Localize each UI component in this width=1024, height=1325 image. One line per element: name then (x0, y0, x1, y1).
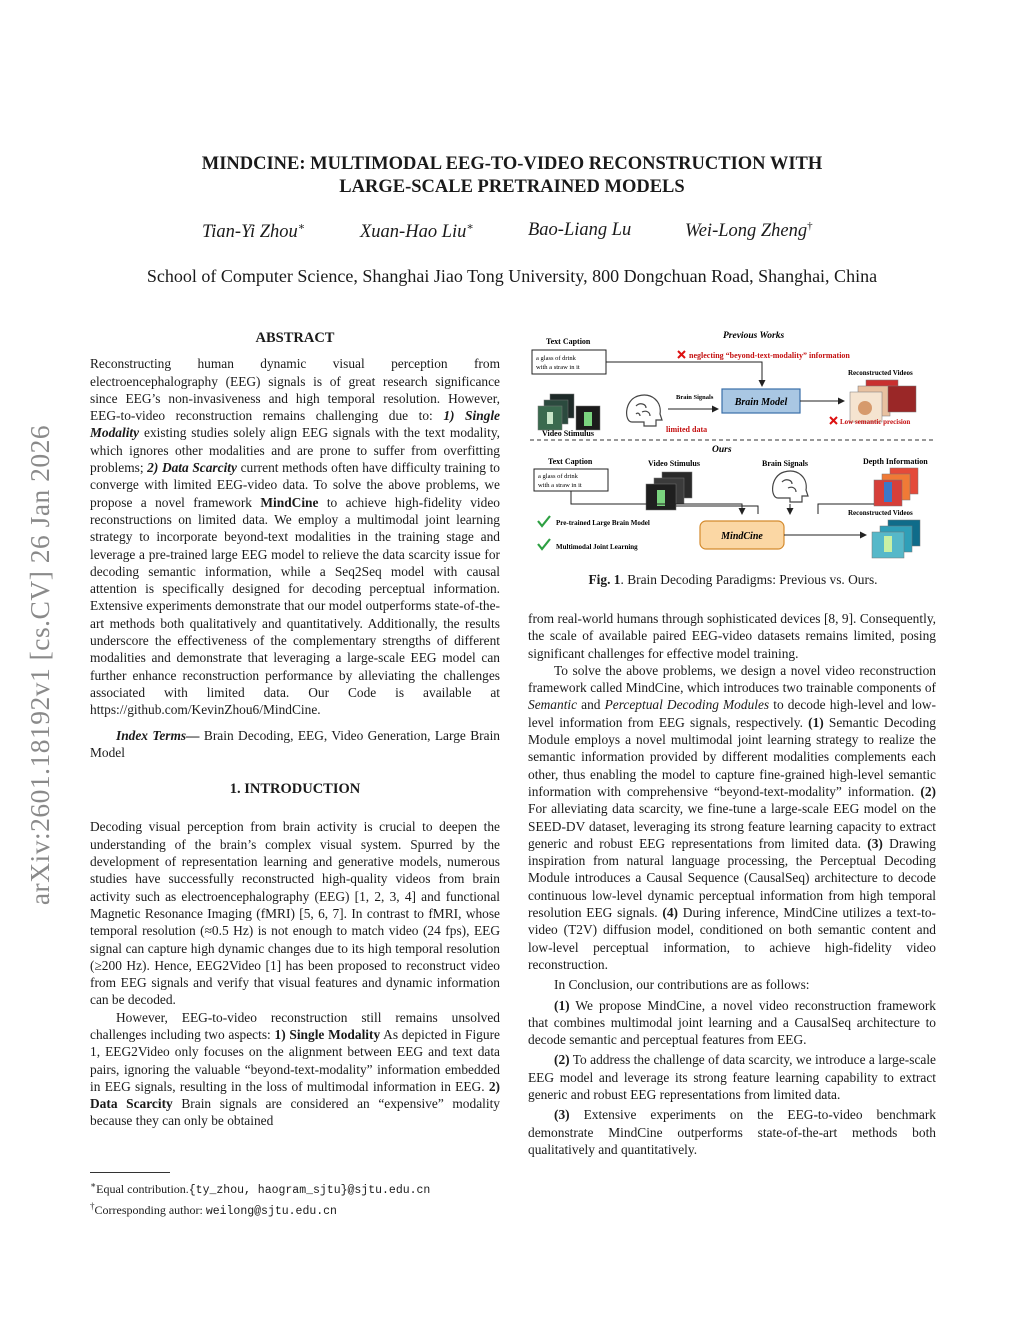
author-mark: † (807, 220, 813, 232)
pretrained-label: Pre-trained Large Brain Model (556, 519, 650, 527)
right-paragraph-1: from real-world humans through sophisticated devices [8, 9]. Consequently, the scale of available paired EEG-video datasets remains limited, posing significant challenges for effective model training. (528, 611, 936, 661)
index-terms-label: Index Terms— (116, 727, 200, 743)
author-name: Bao-Liang Lu (528, 220, 632, 240)
title-line-1: MINDCINE: MULTIMODAL EEG-TO-VIDEO RECONSTRUCTION WITH (201, 154, 823, 174)
contribution-number: (2) (554, 1052, 570, 1068)
right-paragraph-2 (528, 662, 936, 973)
arxiv-stamp (10, 370, 70, 960)
intro-emph: 1) Single Modality (274, 1026, 381, 1042)
para-segment: To solve the above problems, we design a novel video reconstruction framework called MindCine, which introduces two trainable components of (528, 662, 936, 696)
limited-data-label: limited data (666, 425, 708, 434)
reconstructed-videos-label-bottom: Reconstructed Videos (848, 509, 913, 517)
brain-head-icon (627, 395, 662, 426)
caption-box-line: a glass of drink (536, 355, 576, 362)
para-segment: During inference, MindCine utilizes a text-to-video (T2V) diffusion model, conditioned on both semantic content and low-level perceptual information, to achieve high-fidelity video reconstruction. (528, 905, 936, 972)
para-number: (1) (808, 714, 824, 730)
para-number: (2) (920, 783, 936, 799)
author-mark: ∗ (297, 221, 306, 233)
video-stimulus-label-bottom: Video Stimulus (648, 459, 700, 468)
previous-works-label: Previous Works (723, 331, 785, 341)
abstract-segment: Reconstructing human dynamic visual perception from electroencephalography (EEG) signals is of great research significance since EEG’s non-invasiveness and high temporal resolution. However, EEG-to-video reconstruction remains challenging due to: (90, 356, 500, 424)
contribution-text: Extensive experiments on the EEG-to-video benchmark demonstrate MindCine outperforms state-of-the-art methods both qualitatively and quantitatively. (528, 1107, 936, 1157)
brain-signals-label-top: Brain Signals (676, 394, 714, 401)
contribution-text: To address the challenge of data scarcity, we introduce a large-scale EEG model and leverage its strong feature learning capability to extract generic and robust EEG representations from limited data. (528, 1052, 936, 1103)
footnote-email: weilong@sjtu.edu.cn (205, 1204, 337, 1218)
caption-arrow (606, 362, 762, 386)
para-segment: to decode high-level and low-level information from EEG signals, respectively. (528, 697, 937, 730)
para-emph: Semantic (528, 697, 578, 713)
video-arrow-bottom (676, 506, 758, 514)
intro-segment: As depicted in Figure 1, EEG2Video only focuses on the alignment between EEG and text data pairs, ignoring the valuable “beyond-text-modality” information embedded in EEG signals, resulting in the loss of multimodal information in EEG. (90, 1026, 500, 1094)
intro-segment: Brain signals are considered an “expensive” modality because they can only be obtained (90, 1096, 500, 1129)
caption-box-line: a glass of drink (538, 473, 578, 480)
abstract-emph: MindCine (260, 494, 319, 510)
footnote-rule (90, 1172, 170, 1173)
para-number: (3) (867, 835, 883, 851)
check-icon (538, 539, 550, 549)
author-name: Tian-Yi Zhou (202, 222, 298, 243)
multimodal-label: Multimodal Joint Learning (556, 543, 638, 551)
abstract-segment: to achieve high-fidelity video reconstructions on limited data. We employ a multimodal joint learning strategy to incorporate beyond-text modalities in the training stage and leverage a pre-trained large EEG model to relieve the data scarcity issue for decoding semantic information, while a Seq2Seq model with causal attention is specifically designed for decoding perceptual information. Extensive experiments demonstrate that our model outperforms state-of-the-art methods both qualitatively and quantitatively. Additionally, the results underscore the effectiveness of the complementary strengths of different modalities and demonstrate that leveraging a large-scale EEG model can further enhance reconstruction performance by alleviating the challenges associated with limited data. Our Code is available at https://github.com/KevinZhou6/MindCine. (90, 494, 500, 718)
abstract-emph: 2) Data Scarcity (147, 460, 237, 476)
brain-signals-label-bottom: Brain Signals (762, 459, 809, 468)
brain-model-label: Brain Model (734, 397, 788, 408)
author-list (0, 220, 1024, 250)
right-column (528, 610, 936, 1158)
brain-head-icon-bottom (773, 471, 808, 502)
figure-caption (528, 572, 938, 588)
contribution-2 (528, 1051, 936, 1103)
neglect-x-icon (678, 351, 685, 358)
index-terms (90, 727, 500, 762)
ours-label: Ours (712, 445, 732, 455)
affiliation: School of Computer Science, Shanghai Jiao Tong University, 800 Dongchuan Road, Shanghai, China (146, 266, 878, 286)
para-segment: Drawing inspiration from natural language processing, the Perceptual Decoding Module introduces a Causal Sequence (CausalSeq) architecture to decode continuous low-level dynamic perceptual information from high temporal resolution EEG signals. (528, 835, 937, 921)
caption-box-line: with a straw in it (536, 364, 580, 371)
abstract-heading: ABSTRACT (255, 330, 335, 346)
author-4 (685, 220, 813, 242)
reconstructed-videos-label-top: Reconstructed Videos (848, 369, 913, 377)
footnote-mark: ∗ (90, 1180, 97, 1190)
contribution-1 (528, 997, 936, 1049)
footnote-text: Equal contribution. (96, 1182, 189, 1196)
para-segment: Semantic Decoding Module employs a novel multimodal joint learning strategy to realize the semantic information provided by different modalities complements each other, thus enabling the model to capture fine-grained high-level semantic information with comprehensive “beyond-text-modality” information. (528, 714, 936, 799)
title-line-2: LARGE-SCALE PRETRAINED MODELS (339, 177, 685, 197)
author-1 (202, 220, 305, 243)
author-3 (528, 220, 631, 241)
intro-segment: However, EEG-to-video reconstruction still remains unsolved challenges including two aspects: (90, 1009, 500, 1042)
abstract-segment: existing studies solely align EEG signals with the text modality, which ignores other modalities and are prone to suffer from overfitting problems; (90, 425, 500, 476)
text-caption-label-top: Text Caption (546, 337, 591, 346)
author-2 (360, 220, 474, 243)
check-icon (538, 516, 550, 526)
low-precision-x-icon (830, 417, 837, 424)
index-terms-text: Brain Decoding, EEG, Video Generation, Large Brain Model (90, 727, 500, 760)
footnote-email: {ty_zhou, haogram_sjtu}@sjtu.edu.cn (188, 1184, 431, 1197)
figure-1 (528, 328, 938, 560)
author-name: Wei-Long Zheng (685, 221, 808, 242)
depth-information-label: Depth Information (863, 457, 928, 466)
para-segment: and (577, 697, 605, 713)
right-paragraph-3: In Conclusion, our contributions are as follows: (554, 977, 810, 993)
intro-paragraph-2 (90, 1009, 500, 1130)
arxiv-stamp-text: arXiv:2601.18192v1 [cs.CV] 26 Jan 2026 (24, 424, 55, 906)
caption-box-line: with a straw in it (538, 482, 582, 489)
footnote-2 (90, 1199, 500, 1220)
author-name: Xuan-Hao Liu (360, 222, 467, 243)
footnote-1 (90, 1178, 500, 1199)
intro-heading: 1. INTRODUCTION (229, 781, 361, 798)
depth-map-frames (874, 468, 918, 506)
para-emph: Perceptual Decoding Modules (604, 697, 770, 713)
para-number: (4) (662, 905, 679, 921)
contribution-3 (528, 1106, 936, 1158)
footnote-mark: † (90, 1200, 95, 1211)
mindcine-label: MindCine (721, 531, 763, 542)
paper-title (100, 153, 924, 199)
contribution-number: (1) (554, 997, 570, 1013)
caption-label: Fig. 1 (588, 572, 621, 587)
low-precision-label: Low semantic precision (840, 418, 911, 426)
neglect-label: neglecting “beyond-text-modality” information (689, 351, 850, 360)
caption-text: . Brain Decoding Paradigms: Previous vs. Ours. (620, 572, 878, 587)
reconstructed-frames-bottom (872, 520, 920, 558)
abstract-text (90, 355, 500, 718)
video-stimulus-frames-top (538, 394, 600, 430)
abstract-emph: 1) Single Modality (90, 408, 501, 441)
intro-paragraph-1: Decoding visual perception from brain activity is crucial to deepen the understanding of the brain’s complex visual system. Spurred by the development of representation learning and generative models, numerous studies have successfully reconstructed high-quality videos from brain activity such as electroencephalography (EEG) [1, 2, 3, 4] and functional Magnetic Resonance Imaging (fMRI) [5, 6, 7]. In contrast to fMRI, whose temporal resolution (≈0.5 Hz) is not enough to match video (24 fps), EEG signal can capture high dynamic changes due to its high temporal resolution (≥200 Hz). Hence, EEG2Video [1] has been proposed to reconstruct video from EEG signals and verify that visual features and dynamic information can be decoded. (90, 819, 500, 1008)
abstract-segment: current methods often have difficulty training to converge with limited EEG-video data. To solve the above problems, we propose a novel framework (90, 460, 500, 510)
para-segment: For alleviating data scarcity, we fine-tune a large-scale EEG model on the SEED-DV dataset, leveraging its strong feature learning capacity to extract generic and robust EEG representations from limited data. (528, 801, 936, 851)
contribution-text: We propose MindCine, a novel video reconstruction framework that combines multimodal joint learning and a CausalSeq architecture to decode semantic and perceptual features from EEG. (528, 997, 936, 1048)
left-column (90, 330, 500, 1130)
footnote-text: Corresponding author: (94, 1202, 206, 1217)
video-stimulus-label-top: Video Stimulus (542, 429, 594, 438)
text-caption-label-bottom: Text Caption (548, 457, 593, 466)
footnotes (90, 1172, 500, 1219)
author-mark: ∗ (466, 221, 474, 233)
intro-emph: 2) Data Scarcity (90, 1078, 500, 1112)
contribution-number: (3) (554, 1107, 570, 1123)
figure-diagram (528, 328, 938, 560)
reconstructed-frames-top (850, 380, 916, 422)
